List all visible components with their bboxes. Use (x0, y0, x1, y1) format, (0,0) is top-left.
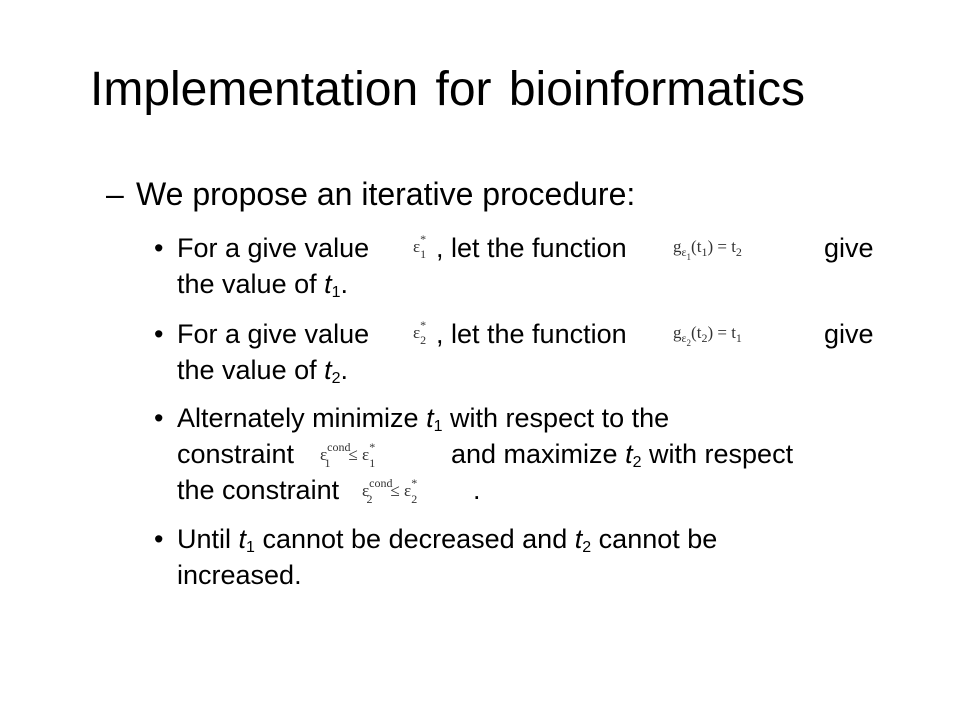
bullet-icon: • (154, 524, 164, 554)
bullet-icon: • (154, 319, 164, 349)
epsilon-2-star-formula: $\varepsilon^*_2$ (413, 318, 427, 347)
slide-title: Implementation for bioinformatics (90, 63, 805, 116)
bullet-2-text-a: For a give value (177, 319, 370, 349)
bullet-3-text-f: the constraint (177, 475, 340, 505)
bullet-3-text-d: and maximize $t_2$ with respect (451, 439, 794, 471)
bullet-3-text-g: . (473, 475, 481, 505)
bullet-3-text-c: constraint (177, 439, 295, 469)
function-g1-formula: $g_{\varepsilon 1}(t_1) = t_2$ (673, 237, 742, 262)
function-g2-formula: $g_{\varepsilon 2}(t_2) = t_1$ (673, 323, 742, 348)
bullet-1-text-c: give (824, 233, 874, 263)
bullet-icon: • (154, 233, 164, 263)
constraint-1-formula: $\varepsilon^{cond}_1 \le \varepsilon^*_1$ (320, 440, 376, 470)
intro-line (106, 176, 635, 213)
bullet-4-line-2: increased. (177, 560, 302, 590)
bullet-1-text-a: For a give value (177, 233, 370, 263)
epsilon-1-star-formula: $\varepsilon^*_1$ (413, 232, 427, 261)
bullet-4-line-1: Until $t_1$ cannot be decreased and $t_2$ cannot be (177, 524, 718, 556)
bullet-icon: • (154, 403, 164, 433)
dash-bullet: – (106, 176, 124, 212)
constraint-2-formula: $\varepsilon^{cond}_2 \le \varepsilon^*_2$ (362, 476, 418, 506)
bullet-1-line-2: the value of $t_1$. (177, 269, 349, 301)
bullet-2-text-b: , let the function (436, 319, 627, 349)
bullet-1-text-b: , let the function (436, 233, 627, 263)
bullet-2-text-c: give (824, 319, 874, 349)
bullet-2-line-2: the value of $t_2$. (177, 355, 349, 387)
bullet-3-line-1: Alternately minimize $t_1$ with respect to the (177, 403, 670, 435)
intro-text: We propose an iterative procedure: (136, 176, 636, 212)
